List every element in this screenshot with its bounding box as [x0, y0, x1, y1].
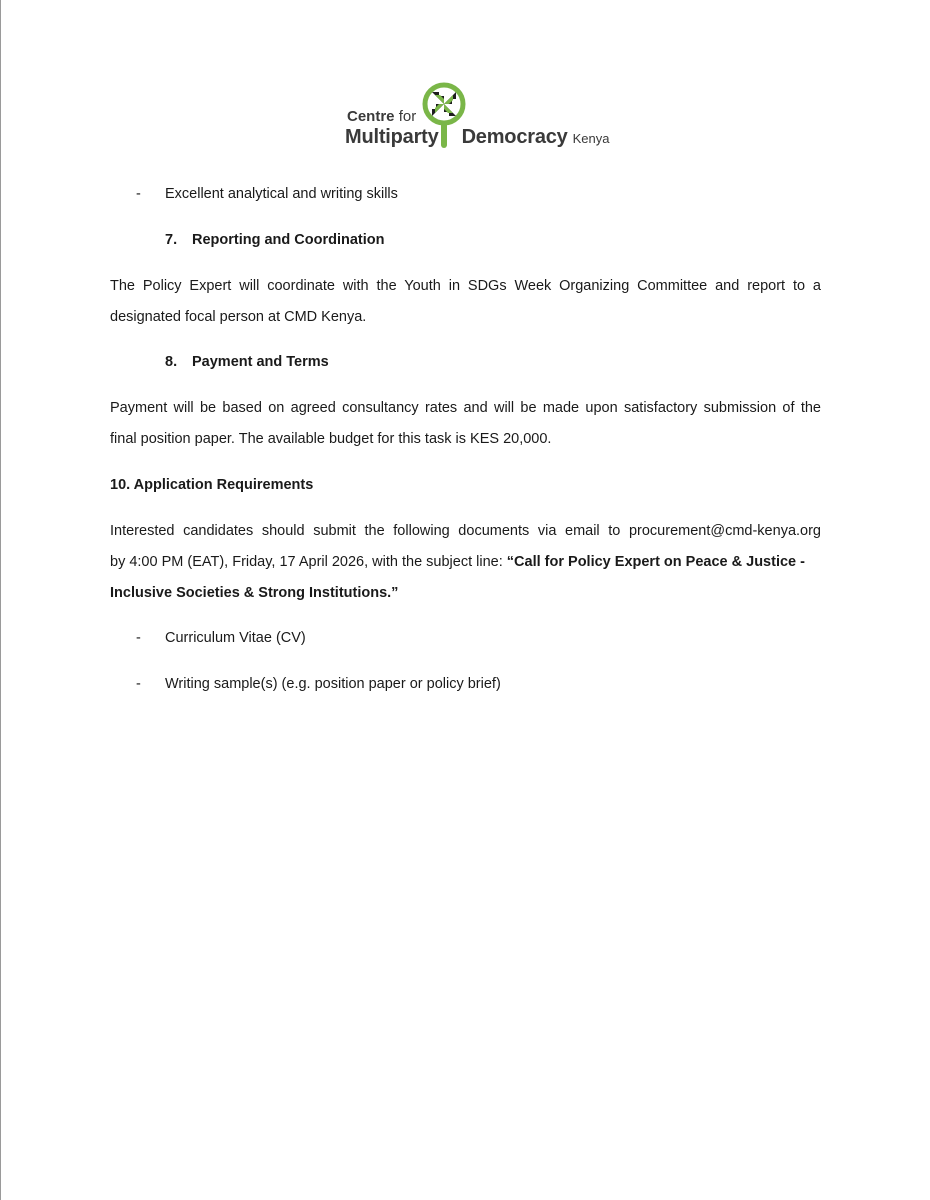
section-8-line-2: final position paper. The available budget for this task is KES 20,000.	[110, 431, 552, 447]
section-7-line-2: designated focal person at CMD Kenya.	[110, 309, 367, 325]
bullet-writing-samples: Writing sample(s) (e.g. position paper or policy brief)	[165, 676, 501, 692]
bullet-dash: -	[136, 630, 141, 646]
section-7-title: Reporting and Coordination	[192, 232, 385, 248]
bullet-dash: -	[136, 676, 141, 692]
bullet-dash: -	[136, 186, 141, 202]
magnifier-emblem-icon	[421, 82, 467, 152]
logo-word-centre: Centre	[347, 108, 395, 125]
subject-line-part-1: “Call for Policy Expert on Peace & Justice -	[506, 554, 805, 570]
section-10-line-1: Interested candidates should submit the following documents via email to procurement@cmd-kenya.org	[110, 523, 821, 539]
section-10-line-2-text: by 4:00 PM (EAT), Friday, 17 April 2026, with the subject line:	[110, 554, 507, 570]
cmd-kenya-logo	[345, 82, 610, 152]
section-7-line-1: The Policy Expert will coordinate with the Youth in SDGs Week Organizing Committee and report to a	[110, 278, 821, 294]
logo-word-kenya: Kenya	[572, 131, 610, 146]
logo-word-democracy: Democracy	[461, 126, 568, 148]
logo-line-name	[345, 126, 609, 149]
page-edge-divider	[0, 0, 1, 1200]
subject-line-part-2: Inclusive Societies & Strong Institutions.”	[110, 585, 399, 601]
section-8-number: 8.	[165, 354, 178, 370]
logo-word-multiparty: Multiparty	[345, 126, 439, 148]
section-7-number: 7.	[165, 232, 178, 248]
section-10-title: 10. Application Requirements	[110, 477, 314, 493]
logo-line-centre-for	[347, 108, 416, 125]
section-10-line-2	[110, 547, 821, 578]
logo-word-for: for	[398, 108, 417, 125]
bullet-analytical-skills: Excellent analytical and writing skills	[165, 186, 398, 202]
section-8-title: Payment and Terms	[192, 354, 329, 370]
bullet-curriculum-vitae: Curriculum Vitae (CV)	[165, 630, 306, 646]
section-8-line-1: Payment will be based on agreed consultancy rates and will be made upon satisfactory submission of the	[110, 400, 821, 416]
